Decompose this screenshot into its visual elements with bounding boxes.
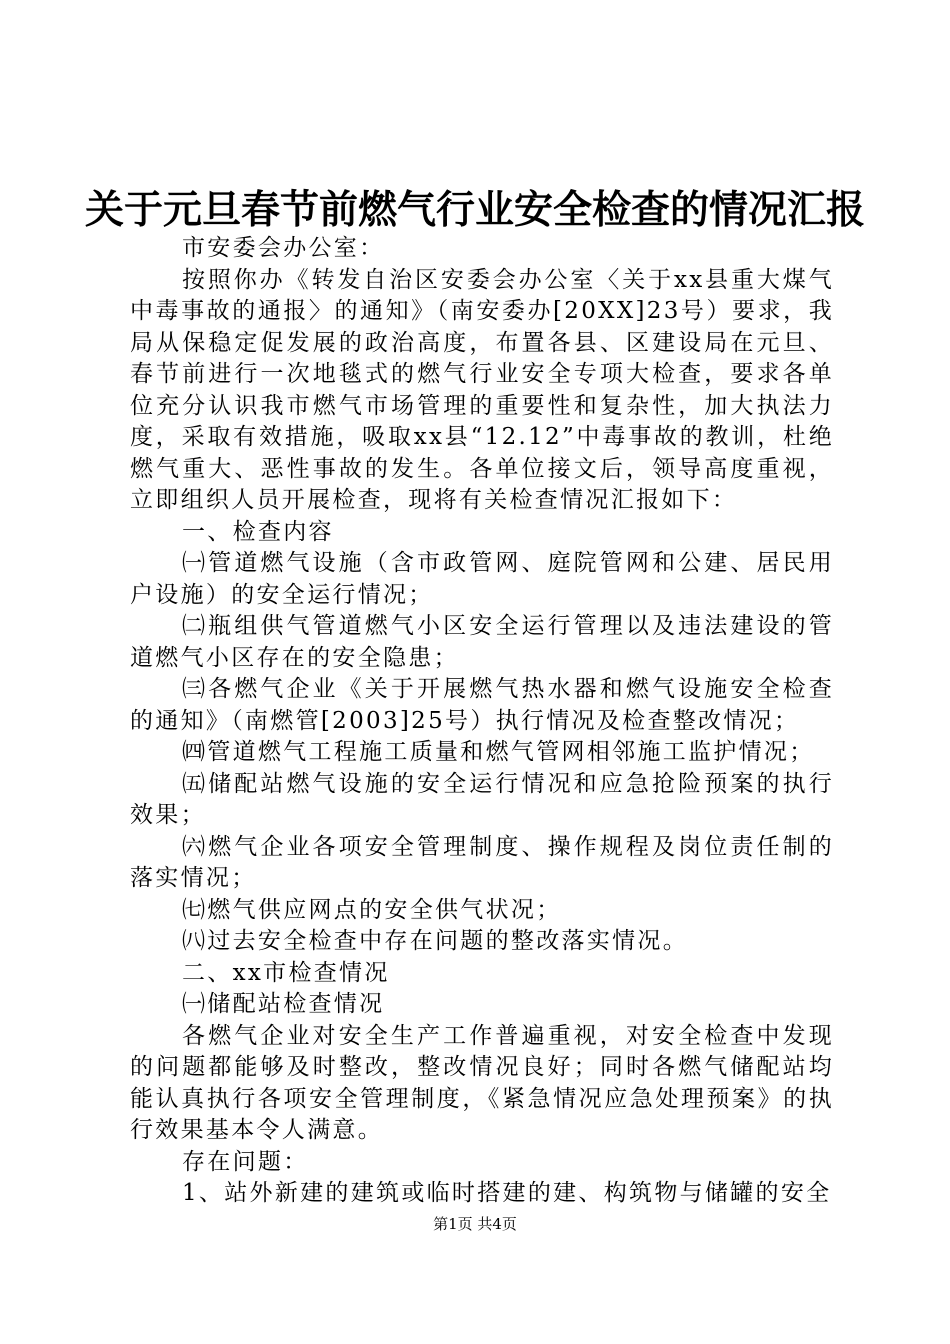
document-title: 关于元旦春节前燃气行业安全检查的情况汇报 (84, 187, 865, 233)
list-item-3: ㈢各燃气企业《关于开展燃气热水器和燃气设施安全检查的通知》（南燃管[2003]25号）执行情况及检查整改情况； (130, 676, 834, 734)
list-item-7: ㈦燃气供应网点的安全供气状况； (182, 896, 562, 923)
paragraph-findings: 各燃气企业对安全生产工作普遍重视，对安全检查中发现的问题都能够及时整改，整改情况良好；同时各燃气储配站均能认真执行各项安全管理制度，《紧急情况应急处理预案》的执行效果基本令人满意。 (130, 1022, 834, 1143)
paragraph-intro: 按照你办《转发自治区安委会办公室〈关于xx县重大煤气中毒事故的通报〉的通知》（南安委办[20XX]23号）要求，我局从保稳定促发展的政治高度，布置各县、区建设局在元旦、春节前进行一次地毯式的燃气行业安全专项大检查，要求各单位充分认识我市燃气市场管理的重要性和复杂性，加大执法力度，采取有效措施，吸取xx县“12.12”中毒事故的教训，杜绝燃气重大、恶性事故的发生。各单位接文后，领导高度重视，立即组织人员开展检查，现将有关检查情况汇报如下： (130, 266, 834, 513)
section-heading-1: 一、检查内容 (182, 518, 334, 545)
list-item-6: ㈥燃气企业各项安全管理制度、操作规程及岗位责任制的落实情况； (130, 833, 834, 891)
list-item-4: ㈣管道燃气工程施工质量和燃气管网相邻施工监护情况； (182, 739, 815, 765)
problems-heading: 存在问题： (182, 1148, 309, 1175)
subsection-heading-1: ㈠储配站检查情况 (182, 991, 385, 1017)
list-item-5: ㈤储配站燃气设施的安全运行情况和应急抢险预案的执行效果； (130, 770, 834, 828)
paragraph-salutation: 市安委会办公室： (182, 235, 385, 261)
page-footer: 第1页 共4页 (433, 1215, 517, 1233)
list-item-8: ㈧过去安全检查中存在问题的整改落实情况。 (182, 928, 688, 954)
document-body (130, 233, 834, 1210)
list-item-1: ㈠管道燃气设施（含市政管网、庭院管网和公建、居民用户设施）的安全运行情况； (130, 550, 834, 608)
list-item-2: ㈡瓶组供气管道燃气小区安全运行管理以及违法建设的管道燃气小区存在的安全隐患； (130, 613, 834, 671)
section-heading-2: 二、xx市检查情况 (182, 959, 390, 986)
problem-item-1: 1、站外新建的建筑或临时搭建的建、构筑物与储罐的安全 (182, 1180, 832, 1206)
